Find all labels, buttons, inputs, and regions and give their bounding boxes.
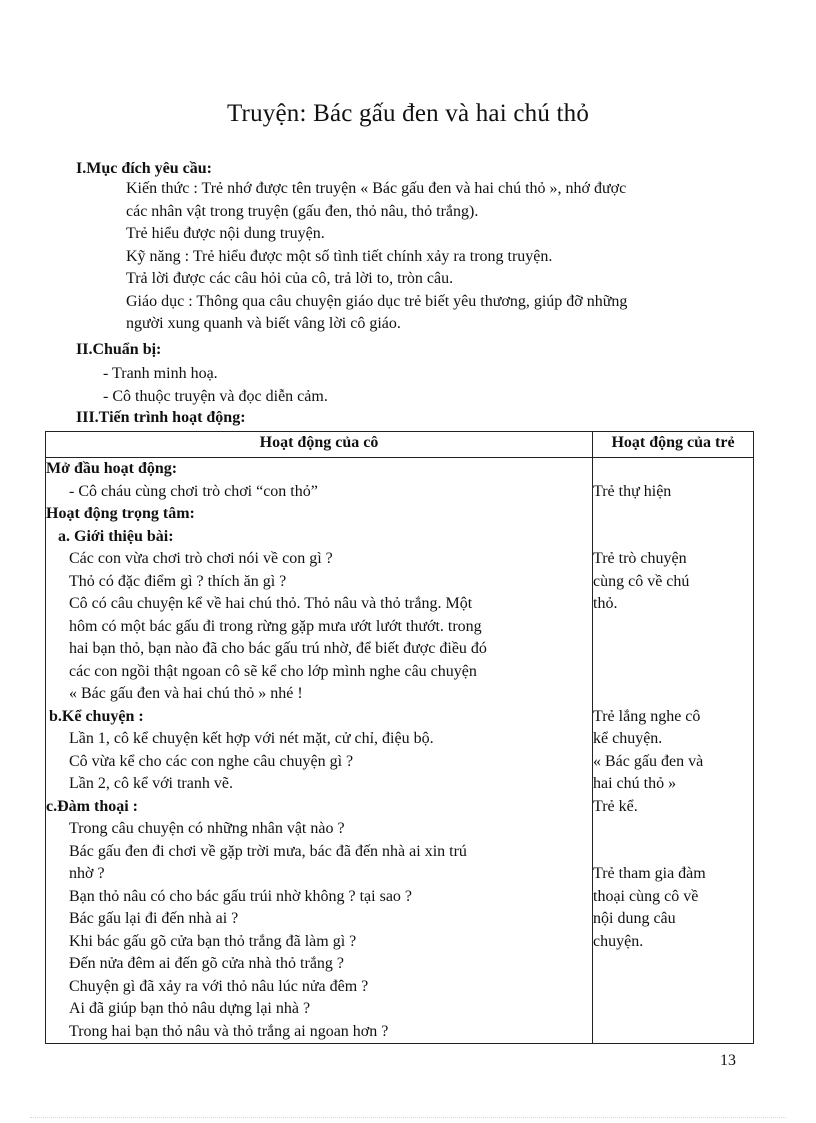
- teacher-line: Bạn thỏ nâu có cho bác gấu trúi nhờ không ? tại sao ?: [69, 887, 413, 905]
- header-child: Hoạt động của trẻ: [593, 432, 754, 458]
- teacher-line: Bác gấu đen đi chơi về gặp trời mưa, bác đã đến nhà ai xin trú: [69, 842, 467, 860]
- section-3-heading: III.Tiến trình hoạt động:: [76, 409, 246, 426]
- child-line: thỏ.: [593, 595, 618, 612]
- teacher-line: Trong câu chuyện có những nhân vật nào ?: [69, 820, 345, 837]
- teacher-line: Chuyện gì đã xảy ra với thỏ nâu lúc nửa đêm ?: [69, 977, 369, 995]
- teacher-line: Ai đã giúp bạn thỏ nâu dựng lại nhà ?: [69, 1000, 311, 1017]
- activity-table: [45, 431, 754, 1044]
- teacher-line: hai bạn thỏ, bạn nào đã cho bác gấu trú nhờ, để biết được điều đó: [69, 640, 487, 657]
- child-line: Trẻ lắng nghe cô: [593, 707, 701, 725]
- teacher-line: hôm có một bác gấu đi trong rừng gặp mưa ướt lướt thướt. trong: [69, 617, 482, 635]
- teacher-line: Cô vừa kể cho các con nghe câu chuyện gì ?: [69, 752, 354, 770]
- teacher-line: Trong hai bạn thỏ nâu và thỏ trắng ai ngoan hơn ?: [69, 1022, 389, 1040]
- teacher-line: Khi bác gấu gõ cửa bạn thỏ trắng đã làm gì ?: [69, 932, 357, 950]
- teacher-line: Hoạt động trọng tâm:: [46, 505, 195, 522]
- child-line: hai chú thỏ »: [593, 775, 677, 792]
- teacher-line: - Cô cháu cùng chơi trò chơi “con thỏ”: [69, 482, 318, 500]
- table-body-row: [46, 458, 754, 1044]
- footer-divider: [30, 1117, 786, 1118]
- child-line: Trẻ trò chuyện: [593, 550, 687, 567]
- child-line: chuyện.: [593, 932, 644, 950]
- section-1-line: Kỹ năng : Trẻ hiểu được một số tình tiết chính xảy ra trong truyện.: [126, 247, 553, 265]
- section-2-heading: II.Chuẩn bị:: [76, 341, 162, 358]
- teacher-line: Lần 2, cô kể với tranh vẽ.: [69, 775, 233, 792]
- teacher-line: b.Kể chuyện :: [49, 707, 144, 725]
- teacher-line: Các con vừa chơi trò chơi nói về con gì ?: [69, 550, 333, 567]
- teacher-line: Lần 1, cô kể chuyện kết hợp với nét mặt, cử chỉ, điệu bộ.: [69, 730, 434, 747]
- table-header-row: [46, 432, 754, 458]
- section-2-body: [103, 363, 328, 408]
- teacher-line: các con ngồi thật ngoan cô sẽ kể cho lớp mình nghe câu chuyện: [69, 662, 477, 680]
- teacher-line: a. Giới thiệu bài:: [58, 527, 174, 545]
- child-line: cùng cô về chú: [593, 572, 690, 590]
- child-line: nội dung câu: [593, 910, 676, 927]
- teacher-line: Bác gấu lại đi đến nhà ai ?: [69, 910, 239, 927]
- section-1-line: Trả lời được các câu hỏi của cô, trả lời to, tròn câu.: [126, 270, 454, 287]
- teacher-line: Đến nửa đêm ai đến gõ cửa nhà thỏ trắng ?: [69, 955, 345, 972]
- section-1-line: Giáo dục : Thông qua câu chuyện giáo dục trẻ biết yêu thương, giúp đỡ những: [126, 292, 628, 310]
- child-line: kể chuyện.: [593, 730, 663, 747]
- teacher-column: [46, 458, 593, 1044]
- teacher-line: Cô có câu chuyện kể về hai chú thỏ. Thỏ nâu và thỏ trắng. Một: [69, 595, 473, 612]
- section-1-body: [126, 178, 627, 336]
- page-number: 13: [720, 1052, 736, 1069]
- child-line: « Bác gấu đen và: [593, 752, 704, 770]
- teacher-line: Mở đầu hoạt động:: [46, 460, 178, 477]
- teacher-line: nhờ ?: [69, 865, 105, 882]
- child-line: thoại cùng cô về: [593, 887, 699, 905]
- section-1-line: Kiến thức : Trẻ nhớ được tên truyện « Bác gấu đen và hai chú thỏ », nhớ được: [126, 180, 627, 197]
- header-teacher: Hoạt động của cô: [46, 432, 593, 458]
- teacher-line: « Bác gấu đen và hai chú thỏ » nhé !: [69, 685, 303, 702]
- child-line: Trẻ tham gia đàm: [593, 865, 706, 882]
- section-2-line: - Cô thuộc truyện và đọc diễn cảm.: [103, 387, 328, 405]
- teacher-line: Thỏ có đặc điểm gì ? thích ăn gì ?: [69, 572, 287, 590]
- section-1-line: Trẻ hiểu được nội dung truyện.: [126, 225, 325, 242]
- child-line: Trẻ kể.: [593, 797, 638, 815]
- child-line: Trẻ thự hiện: [593, 482, 672, 500]
- section-1-heading: I.Mục đích yêu cầu:: [76, 160, 212, 177]
- section-1-line: các nhân vật trong truyện (gấu đen, thỏ nâu, thỏ trắng).: [126, 202, 479, 220]
- section-1-line: người xung quanh và biết vâng lời cô giáo.: [126, 315, 401, 332]
- document-title: Truyện: Bác gấu đen và hai chú thỏ: [226, 100, 590, 127]
- child-column: [593, 458, 754, 1044]
- teacher-line: c.Đàm thoại :: [46, 797, 138, 815]
- section-2-line: - Tranh minh hoạ.: [103, 365, 218, 382]
